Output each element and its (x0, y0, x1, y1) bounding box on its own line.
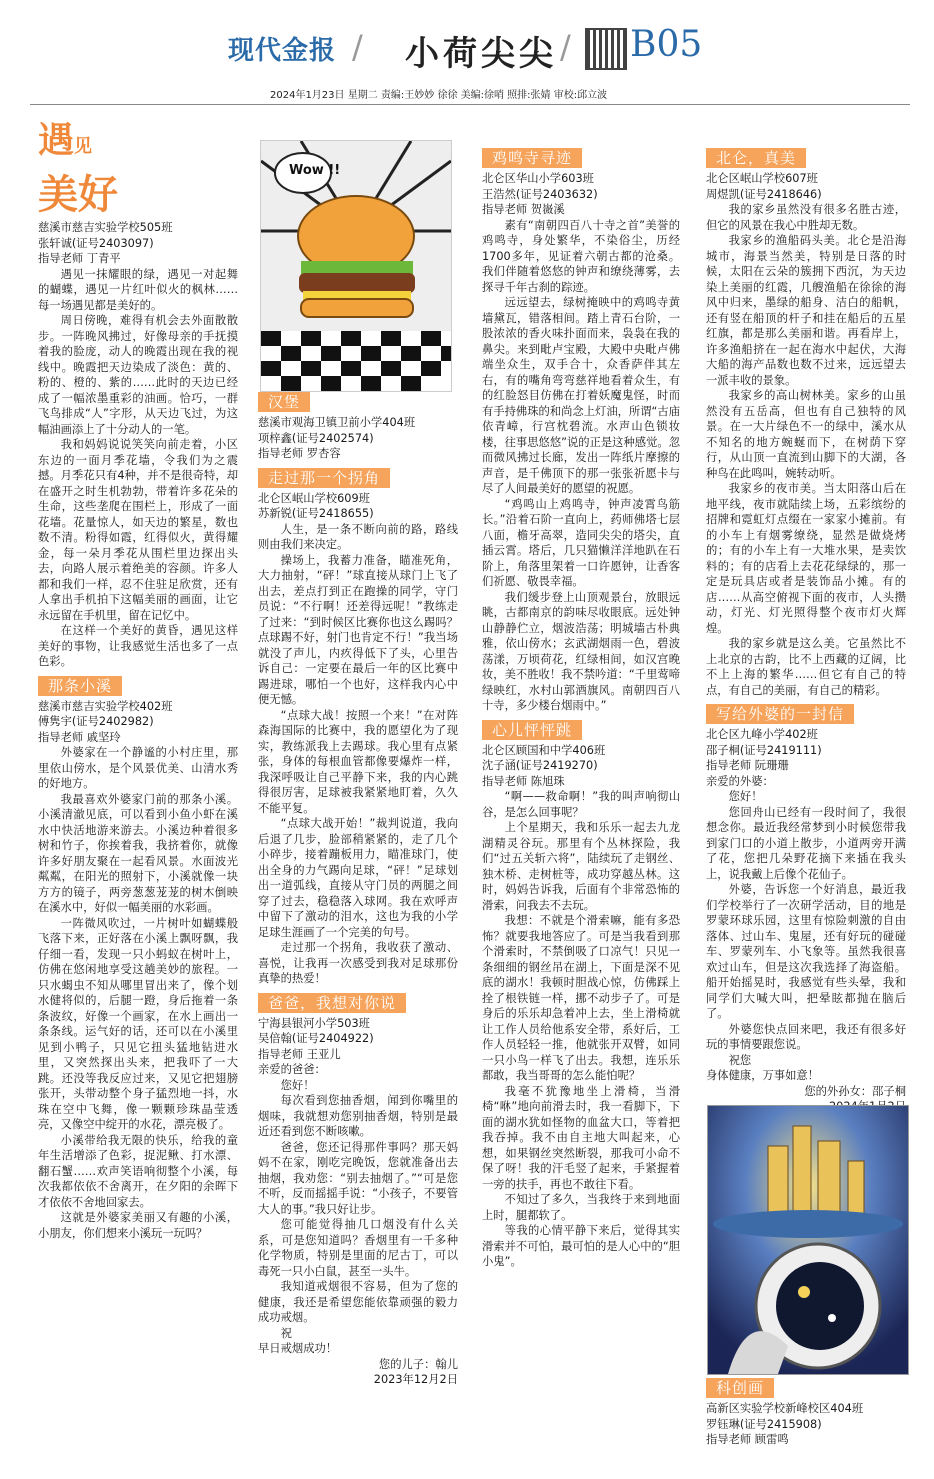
teacher: 指导老师 贺嶶溪 (482, 203, 565, 216)
author: 张轩诚(证号2403097) (38, 236, 154, 250)
school: 北仑区岷山学校609班 (258, 491, 370, 505)
teacher: 指导老师 陈旭珠 (482, 774, 565, 788)
school: 慈溪市观海卫镇卫前小学404班 (258, 416, 416, 429)
school: 宁海县银河小学503班 (258, 1016, 370, 1030)
article-heading: 写给外婆的一封信 (706, 704, 854, 724)
salutation: 亲爱的外婆： (706, 774, 774, 788)
science-fantasy-artwork (707, 1105, 909, 1375)
paragraph: 外婆，告诉您一个好消息，最近我们学校举行了一次研学活动，目的地是罗蒙环球乐园，这里有惊险刺激的自由落体、过山车、鬼屋，还有好玩的碰碰车、罗蒙列车、小飞象等。虽然我很喜欢过山车，但是这次我选择了海盗船。船开始摇晃时，我感觉有些头晕，我和同学们大喊大叫，把晕眩都抛在脑后了。 (706, 883, 906, 1020)
article-heading: 鸡鸣寺寻迹 (482, 148, 582, 168)
column-2 (258, 392, 458, 1388)
feature-title-char: 遇 (38, 119, 75, 161)
paragraph: 您好！ (728, 790, 763, 803)
signature: 您的外孙女：邵子桐 (804, 1084, 906, 1098)
qr-code-icon (585, 28, 627, 70)
paragraph: 远远望去，绿树掩映中的鸡鸣寺黄墙黛瓦，错落相间。踏上青石台阶，一股浓浓的香火味扑面而来，袅袅在我的鼻尖。来到毗卢宝殿，大殿中央毗卢佛端坐众生，双手合十，众香萨伴其左右，有的嘴角弯弯慈祥地看着众生，有的红脸怒目仿佛在打着妖魔鬼怪，时而有手持佛珠的和尚念上灯油，所谓“古庙依青嶂，行宫枕碧流。水声山色锁妆楼，往事思悠悠”说的正是这种感觉。忽而微风拂过长廊，发出一阵纸片摩擦的声音，是千佛顶下的那一张张祈愿卡与尽了人间最美好的愿望的祝愿。 (482, 296, 680, 495)
dateline: 2024年1月23日 星期二 责编:王妙妙 徐徐 美编:徐哨 照排:张婧 审校:邱立波 (270, 90, 608, 101)
article-that-stream (38, 670, 238, 1242)
author: 傅隽宇(证号2402982) (38, 715, 154, 728)
paragraph: 我们缓步登上山顶观景台，放眼远眺，古都南京的韵味尽收眼底。远处钟山静静伫立，烟波浩荡；明城墙古朴典雅，依山傍水；玄武湖烟雨一色，碧波荡漾，万顷荷花，红绿相间，如汉宫晚妆，美不胜收！我不禁吟道：“千里莺啼绿映红，水村山郭酒旗风。南朝四百八十寺，多少楼台烟雨中。” (482, 590, 680, 712)
closing: 身体健康，万事如意！ (706, 1069, 819, 1082)
paragraph: 我和妈妈说说笑笑向前走着，小区东边的一面月季花墙，令我们为之震撼。月季花只有4种，并不是很奇特，却在盛开之时生机勃勃，带着许多花朵的生命，这些垄爬在围栏上，形成了一面花墙。花量惊人，如天边的繁星，数也数不清。粉得如霞，红得似火，黄得耀金，每一朵月季花从围栏里边探出头去，向路人展示着绝美的容颜。许多人都和我们一样，忍不住驻足欣赏，还有人拿出手机拍下这幅美丽的画面，让它永远留在手机里，留在记忆中。 (38, 438, 238, 622)
article-heart-pounding (482, 714, 680, 1270)
paragraph: 小溪带给我无限的快乐，给我的童年生活增添了色彩，捉泥鳅、打水漂、翻石蟹……欢声笑语响彻整个小溪，每次我都依依不舍离开，在夕阳的余晖下才依依不舍地回家去。 (38, 1133, 238, 1209)
paragraph: 每次看到您抽香烟，闻到你嘴里的烟味，我就想劝您别抽香烟，特别是最近还看到您不断咳嗽。 (258, 1094, 458, 1138)
paragraph: 这就是外婆家美丽又有趣的小溪，小朋友，你们想来小溪玩一玩吗？ (38, 1211, 238, 1240)
school: 北仑区岷山学校607班 (706, 172, 818, 185)
article-letter-to-grandma (706, 698, 906, 1115)
paragraph: 我的家乡虽然没有很多名胜古迹，但它的风景在我心中胜却无数。 (706, 203, 906, 232)
article-heading: 心儿怦怦跳 (482, 720, 582, 740)
paragraph: 祝 (280, 1326, 292, 1340)
paragraph: 上个星期天，我和乐乐一起去九龙湖精灵谷玩。那里有个丛林探险，我们“过五关斩六将”，陆续玩了走钢丝、独木桥、走树桩等，成功穿越丛林。这时，妈妈告诉我，后面有个非常恐怖的滑索，问我去不去玩。 (482, 821, 680, 912)
paragraph: 等我的心情平静下来后，觉得其实滑索并不可怕，最可怕的是人心中的“胆小鬼”。 (482, 1224, 680, 1268)
feature-title (38, 112, 118, 220)
page-number: B05 (630, 24, 703, 65)
author: 吴倍翰(证号2404922) (258, 1032, 374, 1045)
paragraph: “啊——救命啊！”我的叫声响彻山谷，是怎么回事呢？ (482, 790, 680, 819)
feature-title-main: 美好 (38, 171, 118, 218)
artwork-label: 科创画 (706, 1378, 774, 1398)
teacher: 指导老师 罗杏容 (258, 447, 341, 460)
paragraph: 爸爸，您还记得那件事吗？那天妈妈不在家，刚吃完晚饭，您就准备出去抽烟，我劝您：“别去抽烟了。”“可是您不听，反而摇摇手说：“小孩子，不要管大人的事。”我只好让步。 (258, 1140, 458, 1216)
article-heading: 爸爸，我想对你说 (258, 993, 406, 1013)
school: 北仑区华山小学603班 (482, 172, 594, 185)
teacher: 指导老师 顾雷鸣 (706, 1433, 789, 1446)
masthead-divider: / (560, 28, 571, 66)
paragraph: 外婆家在一个静谧的小村庄里，那里依山傍水，是个风景优美、山清水秀的好地方。 (38, 746, 238, 790)
school: 慈溪市慈吉实验学校505班 (38, 221, 173, 234)
teacher: 指导老师 戚坚玲 (38, 730, 121, 744)
masthead-divider: / (352, 28, 363, 66)
paragraph: 走过那一个拐角，我收获了激动、喜悦，让我再一次感受到我对足球那份真挚的热爱！ (258, 941, 458, 985)
paragraph: 素有“南朝四百八十寺之首”美誉的鸡鸣寺，身处繁华，不染俗尘，历经1700多年，见证着六朝古都的沧桑。我们伴随着悠悠的钟声和缭绕薄雾，去探寻千年古刹的踪迹。 (482, 218, 680, 294)
article-walk-around-corner (258, 462, 458, 987)
author: 苏新锐(证号2418655) (258, 507, 374, 520)
column-1 (38, 220, 238, 1241)
school: 慈溪市慈吉实验学校402班 (38, 699, 173, 713)
paragraph: 我的家乡就是这么美。它虽然比不上北京的古韵，比不上西藏的辽阔，比不上上海的繁华……但它有自己的特点，有自己的美丽，有自己的精彩。 (706, 637, 906, 697)
article-letter-to-dad (258, 987, 458, 1388)
paragraph: 祝您 (728, 1053, 752, 1067)
header-rule (30, 104, 910, 105)
author: 沈子涵(证号2419270) (482, 759, 598, 772)
author: 罗钰琳(证号2415908) (706, 1417, 822, 1431)
signature: 您的儿子：翰儿 (378, 1357, 458, 1371)
author: 王浩然(证号2403632) (482, 187, 598, 201)
hamburger-illustration (261, 141, 451, 391)
paragraph: 外婆您快点回来吧，我还有很多好玩的事情要跟您说。 (706, 1022, 906, 1051)
paragraph: 周日傍晚，难得有机会去外面散散步。一阵晚风拂过，好像母亲的手抚摸着我的脸庞，动人的晚霞出现在我的视线中。晚霞把天边染成了淡色：黄的、粉的、橙的、紫的……此时的天边已经成了一幅浓墨重彩的油画。恰巧，一群飞鸟排成“人”字形，从天边飞过，为这幅油画添上了十分动人的一笔。 (38, 314, 238, 436)
author: 项梓鑫(证号2402574) (258, 431, 374, 445)
school: 高新区实验学校新峰校区404班 (706, 1402, 864, 1415)
artwork-label: 汉堡 (258, 392, 310, 412)
letter-date: 2023年12月2日 (373, 1373, 458, 1386)
salutation: 亲爱的爸爸： (258, 1063, 326, 1076)
hamburger-artwork (260, 140, 452, 392)
closing: 早日戒烟成功！ (258, 1342, 338, 1355)
column-4 (706, 148, 906, 1115)
paragraph: 操场上，我蓄力准备，瞄准死角，大力抽射，“砰！”球直接从球门上飞了出去，差点打到正在跑操的同学，守门员说：“不行啊！还差得远呢！”教练走了过来：“到时候区比赛你也这么踢吗？点球踢不好，射门也肯定不行！”我当场就没了声儿，内疚得低下了头，心里告诉自己：一定要在最后一年的区比赛中踢进球，哪怕一个也好，这样我内心中便无憾。 (258, 553, 458, 706)
paragraph: 您好！ (280, 1078, 315, 1092)
paragraph: 遇见一抹耀眼的绿，遇见一对起舞的蝴蝶，遇见一片红叶似火的枫林……每一场遇见都是美好的。 (38, 267, 238, 312)
paragraph: “点球大战开始！”裁判说道，我向后退了几步，脸部稍紧紧的，走了几个小碎步，接着蹦板用力，瞄准球门，使出全身的力气踢向足球，“砰！”足球划出一道弧线，直接从守门员的两腿之间穿了过去，稳稳落入球网。我在欢呼声中留下了激动的泪水，这也为我的小学足球生涯画了一个完美的句号。 (258, 817, 458, 939)
paragraph: 我最喜欢外婆家门前的那条小溪。小溪清澈见底，可以看到小鱼小虾在溪水中快活地游来游去。小溪边种着很多树和竹子，你挨着我，我挤着你，就像许多好朋友聚在一起看风景。水面波光粼粼，在阳光的照射下，小溪就像一块方方的镜子，两旁葱葱茏茏的树木倒映在溪水中，好似一幅美丽的水彩画。 (38, 792, 238, 914)
article-heading: 那条小溪 (38, 676, 122, 696)
article-beilun-beautiful (706, 148, 906, 698)
paragraph: 在这样一个美好的黄昏，遇见这样美好的事物，让我感觉生活也多了一点色彩。 (38, 624, 238, 668)
feature-title-char: 见 (74, 136, 93, 157)
article-heading: 走过那一个拐角 (258, 468, 390, 488)
paragraph: 我家乡的高山树林美。家乡的山虽然没有五岳高，但也有自己独特的风景。在一大片绿色不一的绿中，溪水从不知名的地方蜿蜒而下，在树荫下穿行，从山顶一直流到山脚下的大湖，各种鸟在此鸣叫，婉转动听。 (706, 389, 906, 480)
speech-bubble-text: Wow !! (289, 163, 341, 178)
author: 邵子桐(证号2419111) (706, 743, 822, 757)
paragraph: 我想：不就是个滑索嘛，能有多恐怖？就要我地答应了。可是当我看到那个滑索时，不禁倒吸了口凉气！只见一条细细的钢丝吊在湖上，下面是深不见底的湖水！我顿时胆战心惊，仿佛踩上拴了根铁链一样，挪不动步子了。可是身后的乐乐却急着冲上去，坐上滑椅就让工作人员给他系安全带，系好后，工作人员轻轻一推，他就张开双臂，如同一只小鸟一样飞了出去。我想，连乐乐都敢，我当哥哥的怎么能怕呢？ (482, 914, 680, 1082)
paragraph: 不知过了多久，当我终于来到地面上时，腿都软了。 (482, 1193, 680, 1222)
author: 周煜凯(证号2418646) (706, 187, 822, 201)
paragraph: 您可能觉得抽几口烟没有什么关系，可是您知道吗？香烟里有一千多种化学物质，特别是里面的尼古丁，可以毒死一只小白鼠，甚至一头牛。 (258, 1218, 458, 1278)
column-3 (482, 148, 680, 1270)
section-title: 小荷尖尖 (405, 34, 557, 74)
paragraph: “点球大战！按照一个来！”在对阵森海国际的比赛中，我的愿望化为了现实，教练派我上去踢球。我心里有点紧张，身体的每根血管都像要爆炸一样，我深呼吸让自己平静下来，我的内心跳得很厉害，足球被我紧紧地盯着，久久不能平复。 (258, 708, 458, 815)
paragraph: 我毫不犹豫地坐上滑椅，当滑椅“咻”地向前滑去时，我一看脚下，下面的湖水犹如怪物的血盆大口，等着把我吞掉。我不由自主地大叫起来，心想，如果钢丝突然断裂，那我可小命不保了呀！我的汗毛竖了起来，手紧握着一旁的扶手，再也不敢往下看。 (482, 1084, 680, 1191)
school: 北仑区顾国和中学406班 (482, 743, 606, 757)
astronaut-illustration (708, 1106, 908, 1374)
masthead (0, 0, 934, 82)
article-meet-beauty (38, 220, 238, 670)
article-heading: 北仑，真美 (706, 148, 806, 168)
paragraph: “鸡鸣山上鸡鸣寺，钟声凌霄鸟筋长。”沿着石阶一直向上，药师佛塔七层八面，檐牙高翠，造同尖尖的塔尖，直插云霄。塔后，几只猫懒洋洋地趴在石阶上，角落里架着一口许愿钟，让香客们祈愿、敬畏幸福。 (482, 497, 680, 588)
paragraph: 我知道戒烟很不容易，但为了您的健康，我还是希望您能依靠顽强的毅力成功戒烟。 (258, 1280, 458, 1324)
paragraph: 我家乡的夜市美。当太阳落山后在地平线，夜市就陆续上场，五彩缤纷的招牌和霓虹灯点缀在一家家小摊前。有的小车上有烟雾缭绕，显然是做烧烤的；有的小车上有一大堆水果，是卖饮料的；有的店看上去花花绿绿的，那一定是玩具店或者是装饰品小摊。有的店……从高空俯视下面的夜市，人头攒动，灯光、灯光照得整个夜市灯火辉煌。 (706, 482, 906, 635)
artwork-credit (706, 1378, 906, 1448)
school: 北仑区九峰小学402班 (706, 728, 818, 741)
newspaper-name: 现代金报 (228, 36, 337, 66)
teacher: 指导老师 阮珊珊 (706, 759, 789, 772)
paragraph: 人生，是一条不断向前的路，路线则由我们来决定。 (258, 522, 458, 551)
teacher: 指导老师 丁青平 (38, 252, 121, 265)
paragraph: 您回舟山已经有一段时间了，我很想念你。最近我经常梦到小时候您带我到家门口的小道上散步，小道两旁开满了花，您把几朵野花摘下来插在我头上，说我戴上后像个花仙子。 (706, 805, 906, 881)
teacher: 指导老师 王亚儿 (258, 1047, 341, 1061)
paragraph: 我家乡的渔船码头美。北仑是沿海城市，海景当然美，特别是日落的时候，太阳在云朵的簇拥下西沉，为天边染上美丽的红霞，几艘渔船在徐徐的海风中归来，墨绿的船身、洁白的船帆，还有竖在船顶的杆子和挂在船后的五星红旗，都是那么美丽和谐。再看岸上，许多渔船挤在一起在海水中起伏，大海大船的海产品数也数不过来，远远望去一派丰收的景象。 (706, 234, 906, 387)
article-jiming-temple (482, 148, 680, 714)
paragraph: 一阵微风吹过，一片树叶如蝴蝶般飞落下来，正好落在小溪上飘呀飘，我仔细一看，发现一只小蚂蚁在树叶上，仿佛在悠闲地享受这趟美妙的旅程。一只水蝎虫不知从哪里冒出来了，像个划水健将似的，后腿一蹬，身后拖着一条条波纹，好像一个画家，在水上画出一条条线。运气好的话，还可以在小溪里见到小鸭子，只见它扭头猛地钻进水里，又突然探出头来，把我吓了一大跳。还没等我反应过来，又见它把翅膀张开，头带动整个身子猛烈地一抖，水珠在空中飞舞，像一颗颗珍珠晶莹透亮，又像空中绽开的水花，漂亮极了。 (38, 916, 238, 1131)
